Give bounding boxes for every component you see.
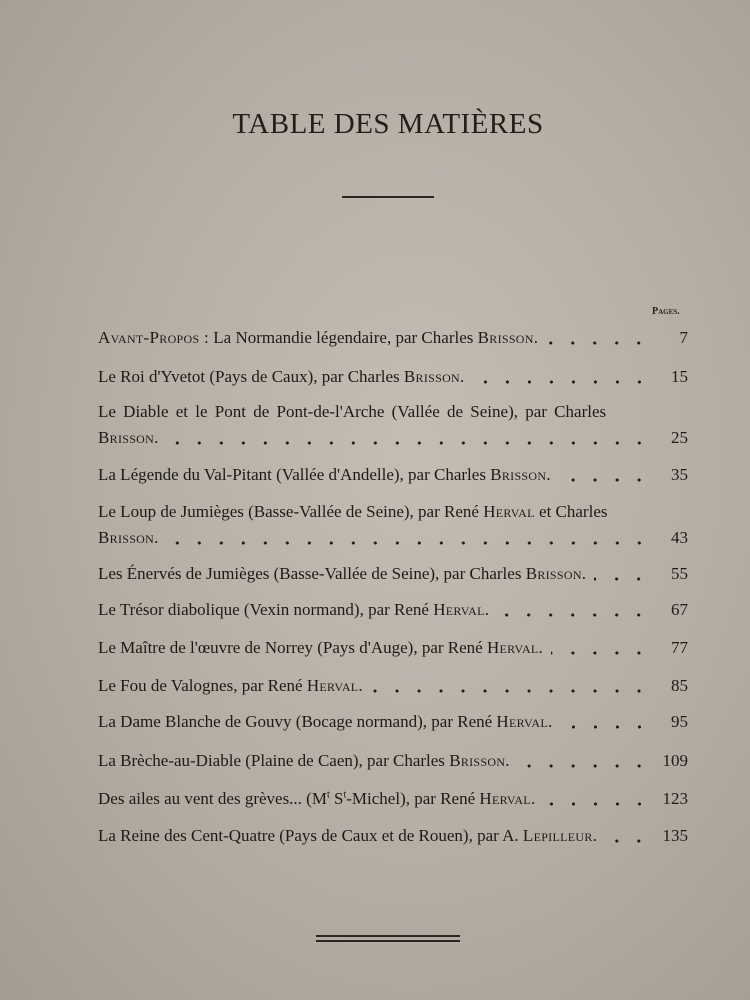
entry-author: Brisson.	[98, 528, 159, 547]
entry-prefix: Avant-Propos :	[98, 328, 210, 347]
entry-text: Des ailes au vent des grèves... (M	[98, 789, 327, 808]
entry-page-number: 135	[662, 826, 688, 845]
dot-leader	[518, 764, 650, 768]
toc-entry-roi-yvetot	[98, 367, 688, 391]
dot-leader	[167, 541, 650, 545]
entry-author: Herval.	[433, 600, 490, 619]
dot-leader	[473, 380, 650, 384]
entry-author: Brisson.	[490, 465, 551, 484]
entry-author: Lepilleur.	[522, 826, 598, 845]
end-rule-top	[316, 935, 460, 937]
entry-author: Herval.	[486, 638, 544, 657]
entry-text: Le Loup de Jumièges (Basse-Vallée de Seine), par René	[98, 502, 479, 521]
end-rule-bottom	[316, 940, 460, 942]
entry-page-number: 43	[671, 528, 688, 547]
dot-leader	[561, 725, 650, 729]
entry-author: Brisson.	[98, 428, 159, 447]
entry-text: La Légende du Val-Pitant (Vallée d'Andelle), par Charles	[98, 465, 486, 484]
title-divider	[342, 196, 434, 198]
entry-page-number: 77	[671, 638, 688, 657]
entry-author: Brisson.	[477, 328, 539, 347]
dot-leader	[371, 689, 650, 693]
entry-text: La Dame Blanche de Gouvy (Bocage normand), par René	[98, 712, 493, 731]
entry-text-continued: et Charles	[539, 502, 608, 521]
dot-leader	[594, 577, 650, 581]
entry-page-number: 25	[671, 428, 688, 447]
entry-author: Brisson.	[449, 751, 510, 770]
entry-text: Le Diable et le Pont de Pont-de-l'Arche (Vallée de Seine), par Charles	[98, 402, 607, 421]
entry-page-number: 7	[679, 328, 688, 347]
entry-line-1	[98, 402, 688, 426]
toc-entry-reine-cent-quatre	[98, 826, 688, 850]
dot-leader	[546, 341, 650, 345]
toc-entry-fou-valognes	[98, 676, 688, 700]
entry-text: La Normandie légendaire, par Charles	[213, 328, 474, 347]
entry-author: Herval	[483, 502, 535, 521]
entry-author: Brisson.	[403, 367, 465, 386]
page-title: TABLE DES MATIÈRES	[232, 108, 544, 140]
entry-text: Le Roi d'Yvetot (Pays de Caux), par Charles	[98, 367, 400, 386]
entry-page-number: 109	[662, 751, 688, 770]
dot-leader	[551, 651, 650, 655]
entry-page-number: 67	[671, 600, 688, 619]
entry-author: Brisson.	[525, 564, 587, 583]
entry-author: Herval.	[306, 676, 363, 695]
pages-column-label: Pages.	[652, 306, 680, 317]
entry-page-number: 85	[671, 676, 688, 695]
dot-leader	[559, 478, 650, 482]
toc-entry-val-pitant	[98, 465, 688, 489]
dot-leader	[497, 613, 650, 617]
entry-text: La Reine des Cent-Quatre (Pays de Caux et de Rouen), par A.	[98, 826, 519, 845]
entry-text: Le Trésor diabolique (Vexin normand), par René	[98, 600, 429, 619]
entry-page-number: 95	[671, 712, 688, 731]
toc-entry-avant-propos	[98, 328, 688, 352]
entry-author: Herval.	[479, 789, 536, 808]
entry-page-number: 35	[671, 465, 688, 484]
entry-author: Herval.	[496, 712, 553, 731]
entry-page-number: 123	[662, 789, 688, 808]
entry-text: La Brèche-au-Diable (Plaine de Caen), par Charles	[98, 751, 445, 770]
entry-text: Le Fou de Valognes, par René	[98, 676, 303, 695]
toc-entry-dame-blanche	[98, 712, 688, 736]
dot-leader	[167, 441, 650, 445]
toc-entry-enerves	[98, 564, 688, 588]
entry-text: Le Maître de l'œuvre de Norrey (Pays d'Auge), par René	[98, 638, 483, 657]
entry-text: -Michel), par René	[346, 789, 476, 808]
entry-page-number: 15	[671, 367, 688, 386]
dot-leader	[544, 802, 651, 806]
superscript: t	[326, 789, 330, 801]
toc-entry-tresor	[98, 600, 688, 624]
dot-leader	[605, 839, 650, 843]
toc-entry-loup-jumieges	[98, 502, 688, 552]
entry-text: Les Énervés de Jumièges (Basse-Vallée de Seine), par Charles	[98, 564, 522, 583]
toc-entry-maitre-oeuvre	[98, 638, 688, 662]
toc-entry-ailes-vent	[98, 789, 688, 813]
entry-page-number: 55	[671, 564, 688, 583]
superscript: t	[343, 789, 347, 801]
entry-line-1	[98, 502, 688, 526]
entry-text: S	[329, 789, 344, 808]
toc-entry-diable-pont	[98, 402, 688, 452]
toc-entry-breche-diable	[98, 751, 688, 775]
